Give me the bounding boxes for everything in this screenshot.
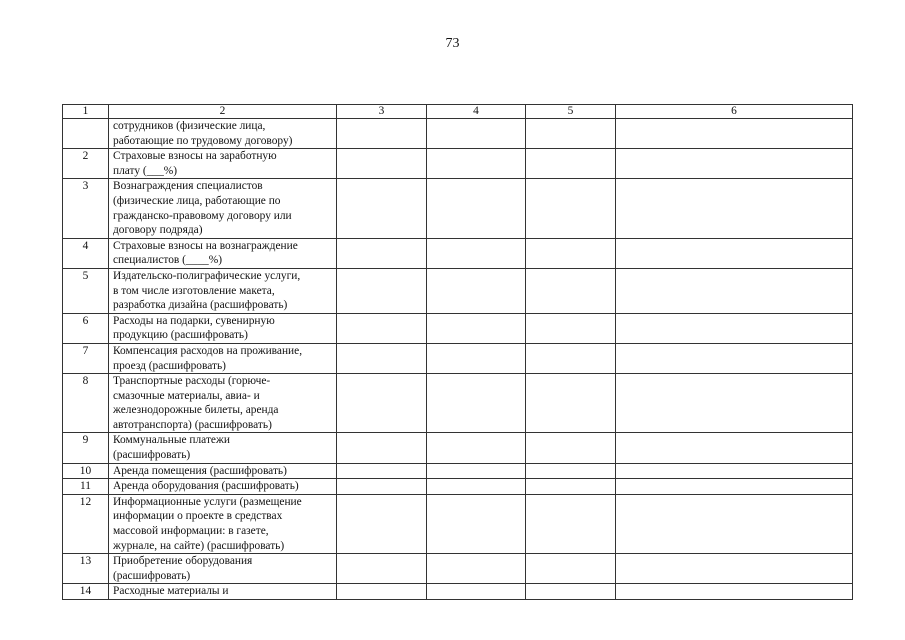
expense-item: Издательско-полиграфические услуги, в том числе изготовление макета, разработка дизайна (расшифровать) bbox=[109, 268, 337, 313]
expense-item: Расходные материалы и bbox=[109, 584, 337, 600]
value-cell-col-3 bbox=[337, 179, 427, 238]
table-header-row bbox=[63, 105, 853, 119]
row-number: 4 bbox=[63, 238, 109, 268]
page-number: 73 bbox=[445, 36, 460, 51]
value-cell-col-5 bbox=[526, 313, 616, 343]
value-cell-col-6 bbox=[616, 343, 853, 373]
value-cell-col-5 bbox=[526, 433, 616, 463]
row-number bbox=[63, 119, 109, 149]
expense-item: Информационные услуги (размещение информации о проекте в средствах массовой информации: в газете, журнале, на сайте) (расшифровать) bbox=[109, 494, 337, 553]
value-cell-col-6 bbox=[616, 494, 853, 553]
expense-item: Аренда помещения (расшифровать) bbox=[109, 463, 337, 479]
table-row bbox=[63, 119, 853, 149]
value-cell-col-4 bbox=[427, 554, 526, 584]
value-cell-col-4 bbox=[427, 433, 526, 463]
expense-item: Приобретение оборудования (расшифровать) bbox=[109, 554, 337, 584]
column-header-6: 6 bbox=[616, 105, 853, 119]
row-number: 8 bbox=[63, 374, 109, 433]
column-header-5: 5 bbox=[526, 105, 616, 119]
expense-item: Вознаграждения специалистов (физические лица, работающие по гражданско-правовому договору или договору подряда) bbox=[109, 179, 337, 238]
row-number: 10 bbox=[63, 463, 109, 479]
budget-table bbox=[62, 104, 853, 600]
value-cell-col-6 bbox=[616, 479, 853, 495]
value-cell-col-3 bbox=[337, 374, 427, 433]
value-cell-col-3 bbox=[337, 584, 427, 600]
row-number: 9 bbox=[63, 433, 109, 463]
value-cell-col-6 bbox=[616, 374, 853, 433]
value-cell-col-4 bbox=[427, 313, 526, 343]
value-cell-col-5 bbox=[526, 119, 616, 149]
value-cell-col-3 bbox=[337, 463, 427, 479]
value-cell-col-6 bbox=[616, 433, 853, 463]
value-cell-col-5 bbox=[526, 463, 616, 479]
value-cell-col-5 bbox=[526, 479, 616, 495]
value-cell-col-4 bbox=[427, 463, 526, 479]
value-cell-col-3 bbox=[337, 433, 427, 463]
value-cell-col-4 bbox=[427, 374, 526, 433]
row-number: 13 bbox=[63, 554, 109, 584]
expense-item: Компенсация расходов на проживание, проезд (расшифровать) bbox=[109, 343, 337, 373]
table-row bbox=[63, 149, 853, 179]
table-row bbox=[63, 584, 853, 600]
table-row bbox=[63, 179, 853, 238]
value-cell-col-5 bbox=[526, 149, 616, 179]
value-cell-col-4 bbox=[427, 343, 526, 373]
table-row bbox=[63, 479, 853, 495]
value-cell-col-4 bbox=[427, 584, 526, 600]
value-cell-col-3 bbox=[337, 313, 427, 343]
row-number: 3 bbox=[63, 179, 109, 238]
expense-item: сотрудников (физические лица, работающие по трудовому договору) bbox=[109, 119, 337, 149]
column-header-4: 4 bbox=[427, 105, 526, 119]
value-cell-col-6 bbox=[616, 268, 853, 313]
value-cell-col-5 bbox=[526, 494, 616, 553]
column-header-2: 2 bbox=[109, 105, 337, 119]
value-cell-col-5 bbox=[526, 374, 616, 433]
value-cell-col-3 bbox=[337, 554, 427, 584]
value-cell-col-4 bbox=[427, 119, 526, 149]
value-cell-col-4 bbox=[427, 149, 526, 179]
expense-item: Коммунальные платежи (расшифровать) bbox=[109, 433, 337, 463]
table-row bbox=[63, 313, 853, 343]
table-row bbox=[63, 238, 853, 268]
value-cell-col-6 bbox=[616, 149, 853, 179]
expense-item: Транспортные расходы (горюче- смазочные материалы, авиа- и железнодорожные билеты, аренда автотранспорта) (расшифровать) bbox=[109, 374, 337, 433]
value-cell-col-3 bbox=[337, 268, 427, 313]
value-cell-col-3 bbox=[337, 479, 427, 495]
column-header-1: 1 bbox=[63, 105, 109, 119]
value-cell-col-4 bbox=[427, 238, 526, 268]
value-cell-col-5 bbox=[526, 554, 616, 584]
value-cell-col-5 bbox=[526, 179, 616, 238]
row-number: 14 bbox=[63, 584, 109, 600]
value-cell-col-6 bbox=[616, 554, 853, 584]
value-cell-col-3 bbox=[337, 119, 427, 149]
row-number: 7 bbox=[63, 343, 109, 373]
value-cell-col-6 bbox=[616, 119, 853, 149]
table-row bbox=[63, 268, 853, 313]
value-cell-col-3 bbox=[337, 494, 427, 553]
value-cell-col-5 bbox=[526, 238, 616, 268]
value-cell-col-6 bbox=[616, 179, 853, 238]
value-cell-col-3 bbox=[337, 149, 427, 179]
value-cell-col-4 bbox=[427, 179, 526, 238]
column-header-3: 3 bbox=[337, 105, 427, 119]
table-row bbox=[63, 554, 853, 584]
value-cell-col-5 bbox=[526, 268, 616, 313]
value-cell-col-3 bbox=[337, 238, 427, 268]
expense-item: Расходы на подарки, сувенирную продукцию (расшифровать) bbox=[109, 313, 337, 343]
value-cell-col-6 bbox=[616, 584, 853, 600]
value-cell-col-3 bbox=[337, 343, 427, 373]
value-cell-col-4 bbox=[427, 479, 526, 495]
row-number: 12 bbox=[63, 494, 109, 553]
table-row bbox=[63, 494, 853, 553]
table-row bbox=[63, 433, 853, 463]
expense-item: Страховые взносы на вознаграждение специалистов (____%) bbox=[109, 238, 337, 268]
value-cell-col-5 bbox=[526, 343, 616, 373]
row-number: 6 bbox=[63, 313, 109, 343]
value-cell-col-4 bbox=[427, 494, 526, 553]
value-cell-col-6 bbox=[616, 238, 853, 268]
table-row bbox=[63, 463, 853, 479]
expense-item: Страховые взносы на заработную плату (___%) bbox=[109, 149, 337, 179]
table-body bbox=[63, 119, 853, 600]
row-number: 5 bbox=[63, 268, 109, 313]
value-cell-col-5 bbox=[526, 584, 616, 600]
row-number: 11 bbox=[63, 479, 109, 495]
row-number: 2 bbox=[63, 149, 109, 179]
table-row bbox=[63, 374, 853, 433]
value-cell-col-6 bbox=[616, 463, 853, 479]
value-cell-col-6 bbox=[616, 313, 853, 343]
value-cell-col-4 bbox=[427, 268, 526, 313]
table-row bbox=[63, 343, 853, 373]
expense-item: Аренда оборудования (расшифровать) bbox=[109, 479, 337, 495]
